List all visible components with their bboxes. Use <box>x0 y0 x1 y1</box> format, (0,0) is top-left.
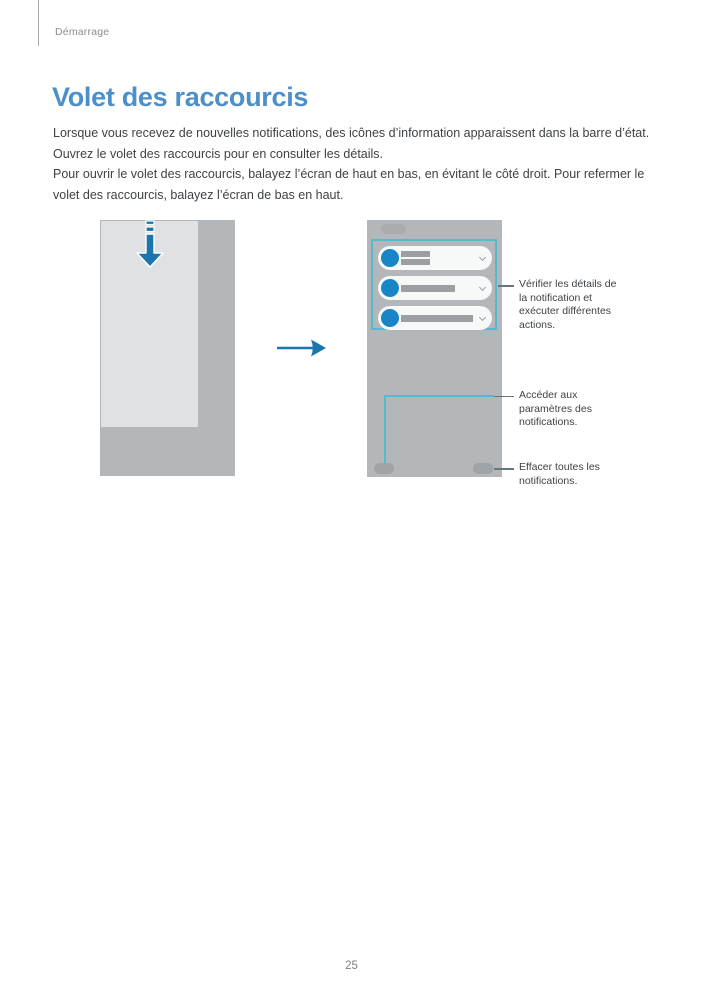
label-line: exécuter différentes <box>519 305 612 318</box>
howto-line-2: volet des raccourcis, balayez l’écran de bas en haut. <box>53 187 344 202</box>
status-bar-placeholder <box>381 224 406 234</box>
label-check-details <box>519 278 616 332</box>
intro-line-1: Lorsque vous recevez de nouvelles notifications, des icônes d’information apparaissent dans la barre d’état. <box>53 126 650 140</box>
intro-line-2: Ouvrez le volet des raccourcis pour en consulter les détails. <box>53 146 384 161</box>
notification-text-placeholder <box>401 259 430 265</box>
callout-line-clear <box>494 468 514 470</box>
clear-all-button-placeholder <box>473 463 493 474</box>
intro-paragraph <box>53 123 649 164</box>
notification-text-placeholder <box>401 315 473 322</box>
howto-line-1: Pour ouvrir le volet des raccourcis, balayez l’écran de haut en bas, en évitant le côté droit. Pour refermer le <box>53 167 645 181</box>
label-line: la notification et <box>519 291 592 304</box>
notification-card <box>378 246 492 270</box>
chevron-down-icon <box>479 254 486 261</box>
header-rule <box>38 0 39 46</box>
notification-app-icon-placeholder <box>381 309 399 327</box>
label-clear-notifications <box>519 461 600 488</box>
label-line: Effacer toutes les <box>519 461 600 473</box>
notification-card <box>378 306 492 330</box>
callout-line-settings-vertical <box>384 395 386 463</box>
howto-paragraph <box>53 164 644 205</box>
callout-line-details <box>498 285 514 287</box>
notification-text-placeholder <box>401 251 430 257</box>
callout-line-settings-horizontal <box>384 395 494 397</box>
swipe-down-arrow-icon <box>132 218 168 272</box>
page-title: Volet des raccourcis <box>52 82 309 112</box>
settings-button-placeholder <box>374 463 394 474</box>
chevron-down-icon <box>479 314 486 321</box>
chevron-down-icon <box>479 284 486 291</box>
notification-text-placeholder <box>401 285 455 292</box>
label-line: notifications. <box>519 474 578 487</box>
notification-app-icon-placeholder <box>381 249 399 267</box>
label-line: notifications. <box>519 416 578 429</box>
running-header: Démarrage <box>55 26 110 38</box>
notification-app-icon-placeholder <box>381 279 399 297</box>
label-line: actions. <box>519 318 556 331</box>
label-notification-settings <box>519 389 592 430</box>
right-arrow-icon <box>273 335 329 361</box>
page-number: 25 <box>345 960 358 972</box>
label-line: Accéder aux <box>519 389 578 401</box>
notification-card <box>378 276 492 300</box>
label-line: Vérifier les détails de <box>519 278 617 290</box>
label-line: paramètres des <box>519 402 592 415</box>
callout-line-settings-tick <box>494 396 514 398</box>
